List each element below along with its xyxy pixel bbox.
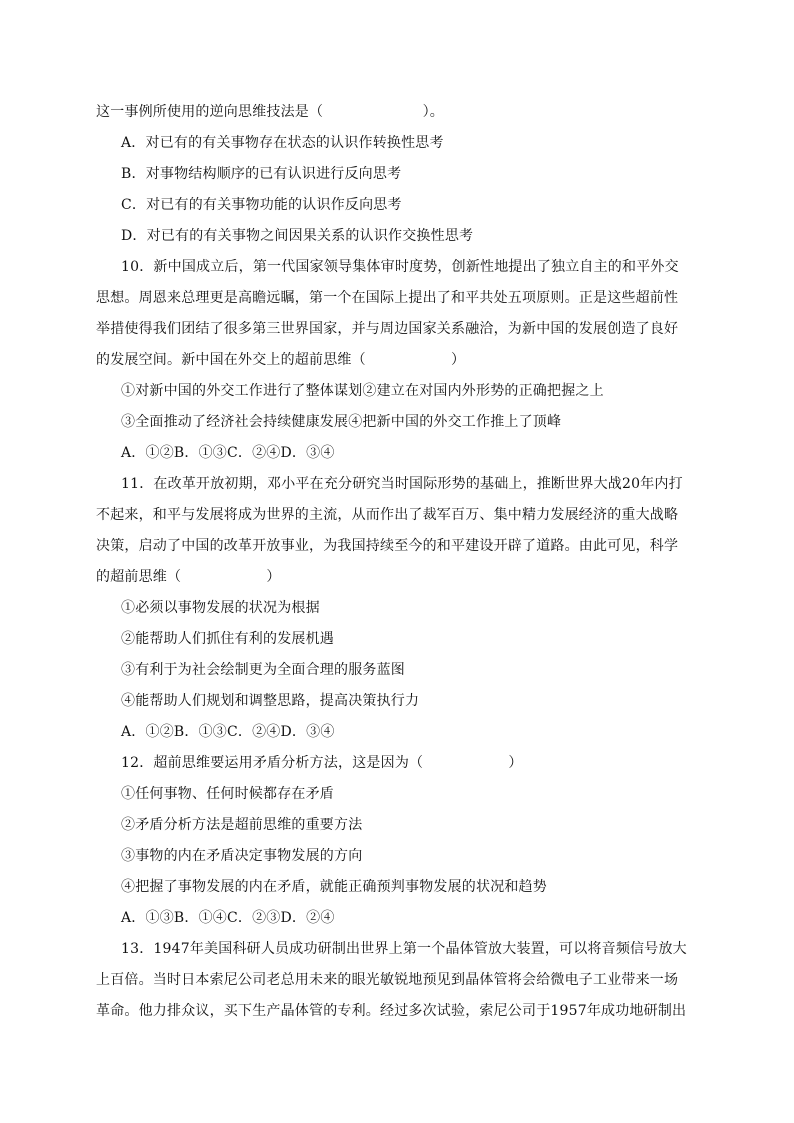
question-10-options: A．①②B．①③C．②④D．③④ bbox=[121, 445, 335, 461]
question-11-stem-line: 决策，启动了中国的改革开放事业，为我国持续至今的和平建设开辟了道路。由此可见，科学 bbox=[96, 538, 679, 554]
question-11-options: A．①②B．①③C．②④D．③④ bbox=[121, 724, 335, 740]
question-10-stem-line: 举措使得我们团结了很多第三世界国家，并与周边国家关系融洽，为新中国的发展创造了良好 bbox=[96, 321, 679, 337]
question-9-option-a: A．对已有的有关事物存在状态的认识作转换性思考 bbox=[121, 135, 444, 151]
question-13-stem-line: 革命。他力排众议，买下生产晶体管的专利。经过多次试验，索尼公司于1957年成功地研制出 bbox=[96, 1003, 687, 1019]
question-9-option-c: C．对已有的有关事物功能的认识作反向思考 bbox=[121, 197, 402, 213]
question-11-statement: ①必须以事物发展的状况为根据 bbox=[121, 600, 320, 616]
question-11-stem-line: 不起来，和平与发展将成为世界的主流，从而作出了裁军百万、集中精力发展经济的重大战略 bbox=[96, 507, 679, 523]
question-11-statement: ④能帮助人们规划和调整思路，提高决策执行力 bbox=[121, 693, 420, 709]
question-12-statement: ①任何事物、任何时候都存在矛盾 bbox=[121, 786, 334, 802]
question-11-statement: ②能帮助人们抓住有利的发展机遇 bbox=[121, 631, 334, 647]
question-11-stem-line: 的超前思维（ ） bbox=[96, 569, 281, 585]
question-10-statements: ①对新中国的外交工作进行了整体谋划②建立在对国内外形势的正确把握之上 bbox=[121, 383, 604, 399]
question-9-option-d: D．对已有的有关事物之间因果关系的认识作交换性思考 bbox=[121, 228, 474, 244]
question-9-stem-end: 这一事例所使用的逆向思维技法是（ ）。 bbox=[96, 104, 444, 120]
question-10-stem-line: 的发展空间。新中国在外交上的超前思维（ ） bbox=[96, 352, 466, 368]
question-12-stem: 12．超前思维要运用矛盾分析方法，这是因为（ ） bbox=[121, 755, 523, 771]
question-9-option-b: B．对事物结构顺序的已有认识进行反向思考 bbox=[121, 166, 402, 182]
question-10-stem: 10．新中国成立后，第一代国家领导集体审时度势，创新性地提出了独立自主的和平外交 bbox=[121, 259, 679, 275]
question-12-statement: ④把握了事物发展的内在矛盾，就能正确预判事物发展的状况和趋势 bbox=[121, 879, 547, 895]
question-12-options: A．①③B．①④C．②③D．②④ bbox=[121, 910, 335, 926]
question-13-stem: 13．1947年美国科研人员成功研制出世界上第一个晶体管放大装置，可以将音频信号放大 bbox=[121, 941, 687, 957]
question-10-statements: ③全面推动了经济社会持续健康发展④把新中国的外交工作推上了顶峰 bbox=[121, 414, 562, 430]
question-12-statement: ②矛盾分析方法是超前思维的重要方法 bbox=[121, 817, 363, 833]
question-13-stem-line: 上百倍。当时日本索尼公司老总用未来的眼光敏锐地预见到晶体管将会给微电子工业带来一场 bbox=[96, 972, 679, 988]
question-11-statement: ③有利于为社会绘制更为全面合理的服务蓝图 bbox=[121, 662, 405, 678]
question-10-stem-line: 思想。周恩来总理更是高瞻远瞩，第一个在国际上提出了和平共处五项原则。正是这些超前性 bbox=[96, 290, 679, 306]
question-12-statement: ③事物的内在矛盾决定事物发展的方向 bbox=[121, 848, 363, 864]
question-11-stem: 11．在改革开放初期，邓小平在充分研究当时国际形势的基础上，推断世界大战20年内打 bbox=[121, 476, 683, 492]
